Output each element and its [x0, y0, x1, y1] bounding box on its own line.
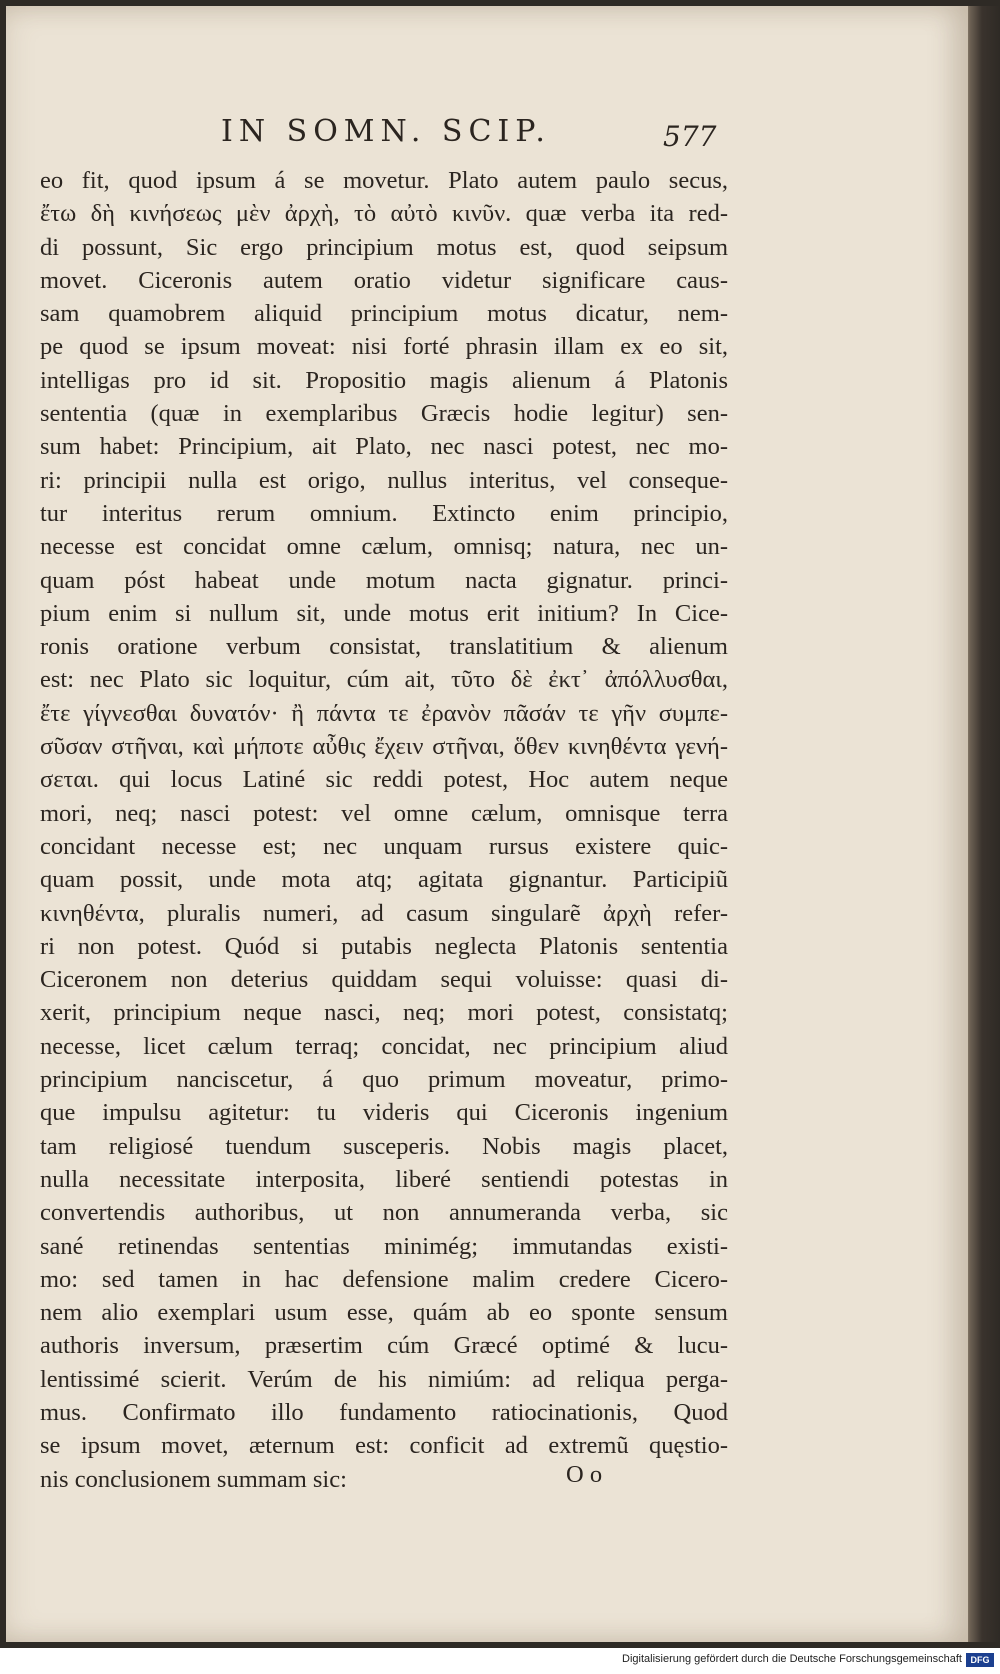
text-line: tam religiosé tuendum susceperis. Nobis magis placet, — [40, 1132, 728, 1160]
text-line: σῦσαν στῆναι, καὶ μήποτε αὖθις ἔχειν στῆναι, ὅθεν κινηθέντα γενή- — [40, 733, 728, 761]
text-line: ri: principii nulla est origo, nullus interitus, vel conseque- — [40, 466, 728, 494]
text-line: intelligas pro id sit. Propositio magis alienum á Platonis — [40, 366, 728, 394]
text-line: pium enim si nullum sit, unde motus erit initium? In Cice- — [40, 599, 728, 627]
text-line: necesse est concidat omne cælum, omnisq; natura, nec un- — [40, 533, 728, 561]
text-line: nulla necessitate interposita, liberé sentiendi potestas in — [40, 1165, 728, 1193]
text-line: movet. Ciceronis autem oratio videtur significare caus- — [40, 266, 728, 294]
text-line: lentissimé scierit. Verúm de his nimiúm: ad reliqua perga- — [40, 1365, 728, 1393]
dfg-logo-icon: DFG — [966, 1653, 994, 1667]
body-text — [40, 164, 728, 1496]
text-line: se ipsum movet, æternum est: conficit ad extremũ quęstio- — [40, 1432, 728, 1460]
text-line: di possunt, Sic ergo principium motus est, quod seipsum — [40, 233, 728, 261]
text-line: σεται. qui locus Latiné sic reddi potest, Hoc autem neque — [40, 766, 728, 794]
running-head — [6, 114, 968, 154]
text-line: quam póst habeat unde motum nacta gignatur. princi- — [40, 566, 728, 594]
text-line: xerit, principium neque nasci, neq; mori potest, consistatq; — [40, 999, 728, 1027]
digitization-footer — [0, 1648, 1000, 1674]
page-number: 577 — [663, 120, 717, 153]
footer-credit: Digitalisierung gefördert durch die Deutsche Forschungsgemeinschaft — [622, 1653, 962, 1665]
text-line: sam quamobrem aliquid principium motus dicatur, nem- — [40, 300, 728, 328]
text-line: authoris inversum, præsertim cúm Græcé optimé & lucu- — [40, 1332, 728, 1360]
text-line: eo fit, quod ipsum á se movetur. Plato autem paulo secus, — [40, 167, 728, 194]
text-line: convertendis authoribus, ut non annumeranda verba, sic — [40, 1199, 728, 1227]
text-line: est: nec Plato sic loquitur, cúm ait, τῦτο δὲ ἐκτ᾽ ἀπόλλυσθαι, — [40, 666, 728, 694]
text-line: nis conclusionem summam sic: — [40, 1465, 347, 1493]
text-line: tur interitus rerum omnium. Extincto enim principio, — [40, 499, 728, 527]
text-line: mo: sed tamen in hac defensione malim credere Cicero- — [40, 1265, 728, 1293]
text-line: que impulsu agitetur: tu videris qui Ciceronis ingenium — [40, 1099, 728, 1127]
text-line: mus. Confirmato illo fundamento ratiocinationis, Quod — [40, 1398, 728, 1426]
text-line: κινηθέντα, pluralis numeri, ad casum singularẽ ἀρχὴ refer- — [40, 899, 728, 927]
running-title: IN SOMN. SCIP. — [221, 114, 551, 149]
text-line: Ciceronem non deterius quiddam sequi voluisse: quasi di- — [40, 966, 728, 994]
text-line: ronis oratione verbum consistat, translatitium & alienum — [40, 633, 728, 661]
text-line: ri non potest. Quód si putabis neglecta Platonis sententia — [40, 932, 728, 960]
text-line: necesse, licet cælum terraq; concidat, nec principium aliud — [40, 1032, 728, 1060]
text-line: ἔτε γίγνεσθαι δυνατόν· ἢ πάντα τε ἐρανὸν πᾶσάν τε γῆν συμπε- — [40, 699, 728, 727]
text-line: quam possit, unde mota atq; agitata gignantur. Participiũ — [40, 866, 728, 894]
text-line: ἔτω δὴ κινήσεως μὲν ἀρχὴ, τὸ αὐτὸ κινῦν. quæ verba ita red- — [40, 200, 728, 228]
text-line: sum habet: Principium, ait Plato, nec nasci potest, nec mo- — [40, 433, 728, 461]
catchword: O o — [566, 1461, 603, 1488]
text-line: mori, neq; nasci potest: vel omne cælum, omnisque terra — [40, 799, 728, 827]
text-line: principium nanciscetur, á quo primum moveatur, primo- — [40, 1066, 728, 1094]
text-line: sententia (quæ in exemplaribus Græcis hodie legitur) sen- — [40, 400, 728, 428]
text-line: sané retinendas sententias minimég; immutandas existi- — [40, 1232, 728, 1260]
text-line: nem alio exemplari usum esse, quám ab eo sponte sensum — [40, 1299, 728, 1327]
book-page — [6, 6, 968, 1642]
text-line: pe quod se ipsum moveat: nisi forté phrasin illam ex eo sit, — [40, 333, 728, 361]
text-line: concidant necesse est; nec unquam rursus existere quic- — [40, 832, 728, 860]
